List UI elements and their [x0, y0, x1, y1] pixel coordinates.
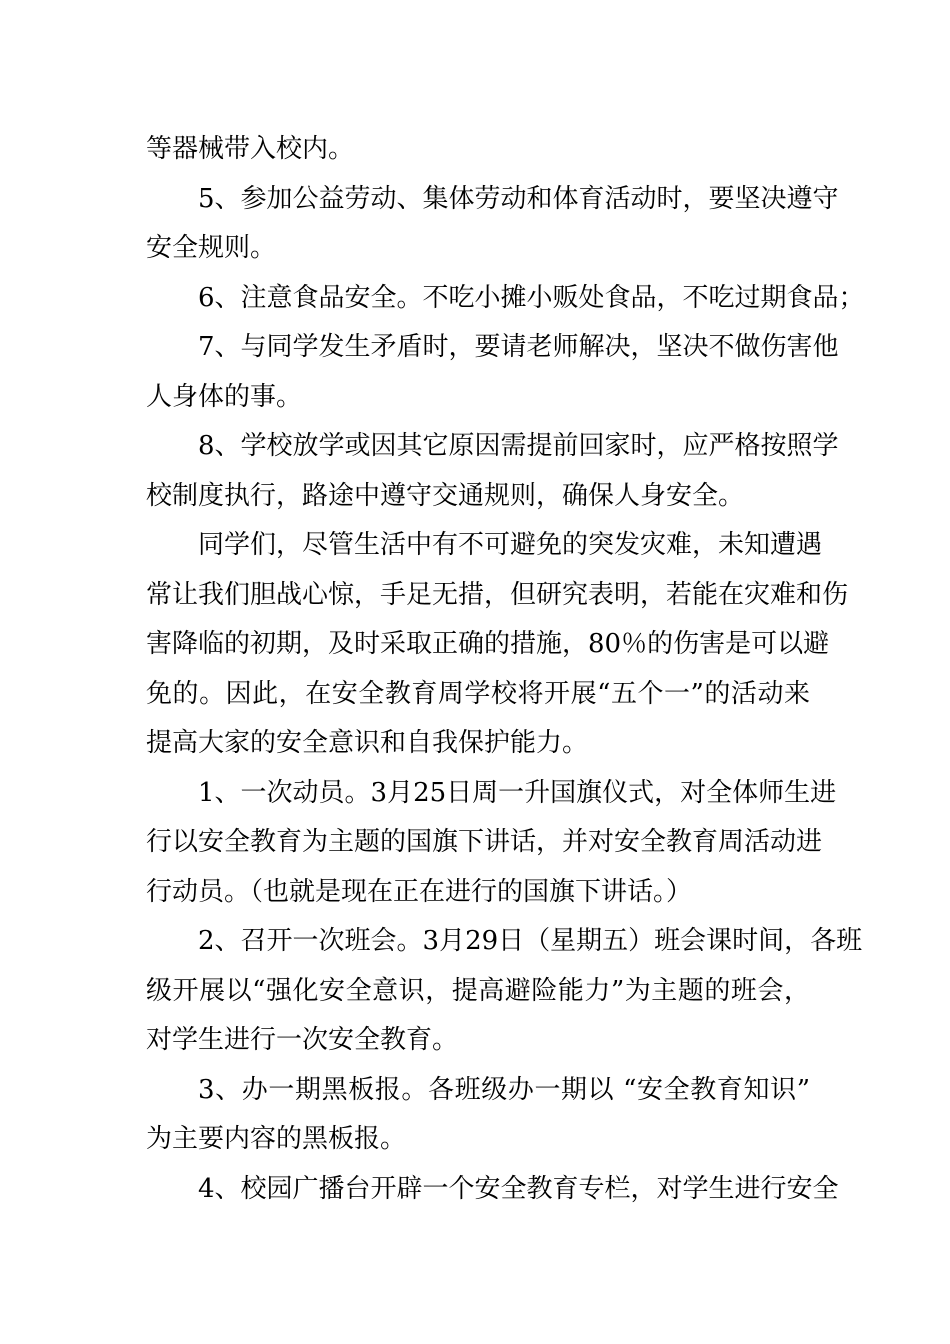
text-line: 7、与同学发生矛盾时，要请老师解决，坚决不做伤害他 [198, 332, 839, 362]
text-line: 为主要内容的黑板报。 [146, 1124, 407, 1154]
text-line: 行以安全教育为主题的国旗下讲话，并对安全教育周活动进 [146, 827, 823, 857]
text-line: 5、参加公益劳动、集体劳动和体育活动时，要坚决遵守 [198, 183, 839, 214]
text-line: 人身体的事。 [146, 381, 303, 412]
text-line: 同学们，尽管生活中有不可避免的突发灾难，未知遭遇 [198, 530, 823, 560]
text-line: 校制度执行，路途中遵守交通规则，确保人身安全。 [146, 480, 745, 511]
text-line: 对学生进行一次安全教育。 [146, 1025, 459, 1055]
text-line: 2、召开一次班会。3月29日（星期五）班会课时间，各班 [198, 926, 863, 956]
text-line: 级开展以“强化安全意识，提高避险能力”为主题的班会， [146, 975, 810, 1006]
document-body [146, 125, 865, 1214]
text-line: 1、一次动员。3月25日周一升国旗仪式，对全体师生进 [198, 777, 837, 808]
text-line: 行动员。（也就是现在正在进行的国旗下讲话。） [146, 876, 693, 907]
text-line: 8、学校放学或因其它原因需提前回家时，应严格按照学 [198, 431, 839, 461]
text-line: 常让我们胆战心惊，手足无措，但研究表明，若能在灾难和伤 [146, 579, 849, 610]
text-line: 安全规则。 [146, 233, 277, 263]
text-line: 免的。因此，在安全教育周学校将开展“五个一”的活动来 [146, 678, 810, 709]
text-line: 害降临的初期，及时采取正确的措施，80％的伤害是可以避 [146, 629, 830, 659]
text-line: 等器械带入校内。 [146, 134, 355, 164]
text-line: 6、注意食品安全。不吃小摊小贩处食品，不吃过期食品； [198, 282, 865, 313]
text-line: 3、办一期黑板报。各班级办一期以 “安全教育知识” [198, 1074, 810, 1105]
text-line: 4、校园广播台开辟一个安全教育专栏，对学生进行安全 [198, 1173, 839, 1204]
text-line: 提高大家的安全意识和自我保护能力。 [146, 728, 589, 758]
